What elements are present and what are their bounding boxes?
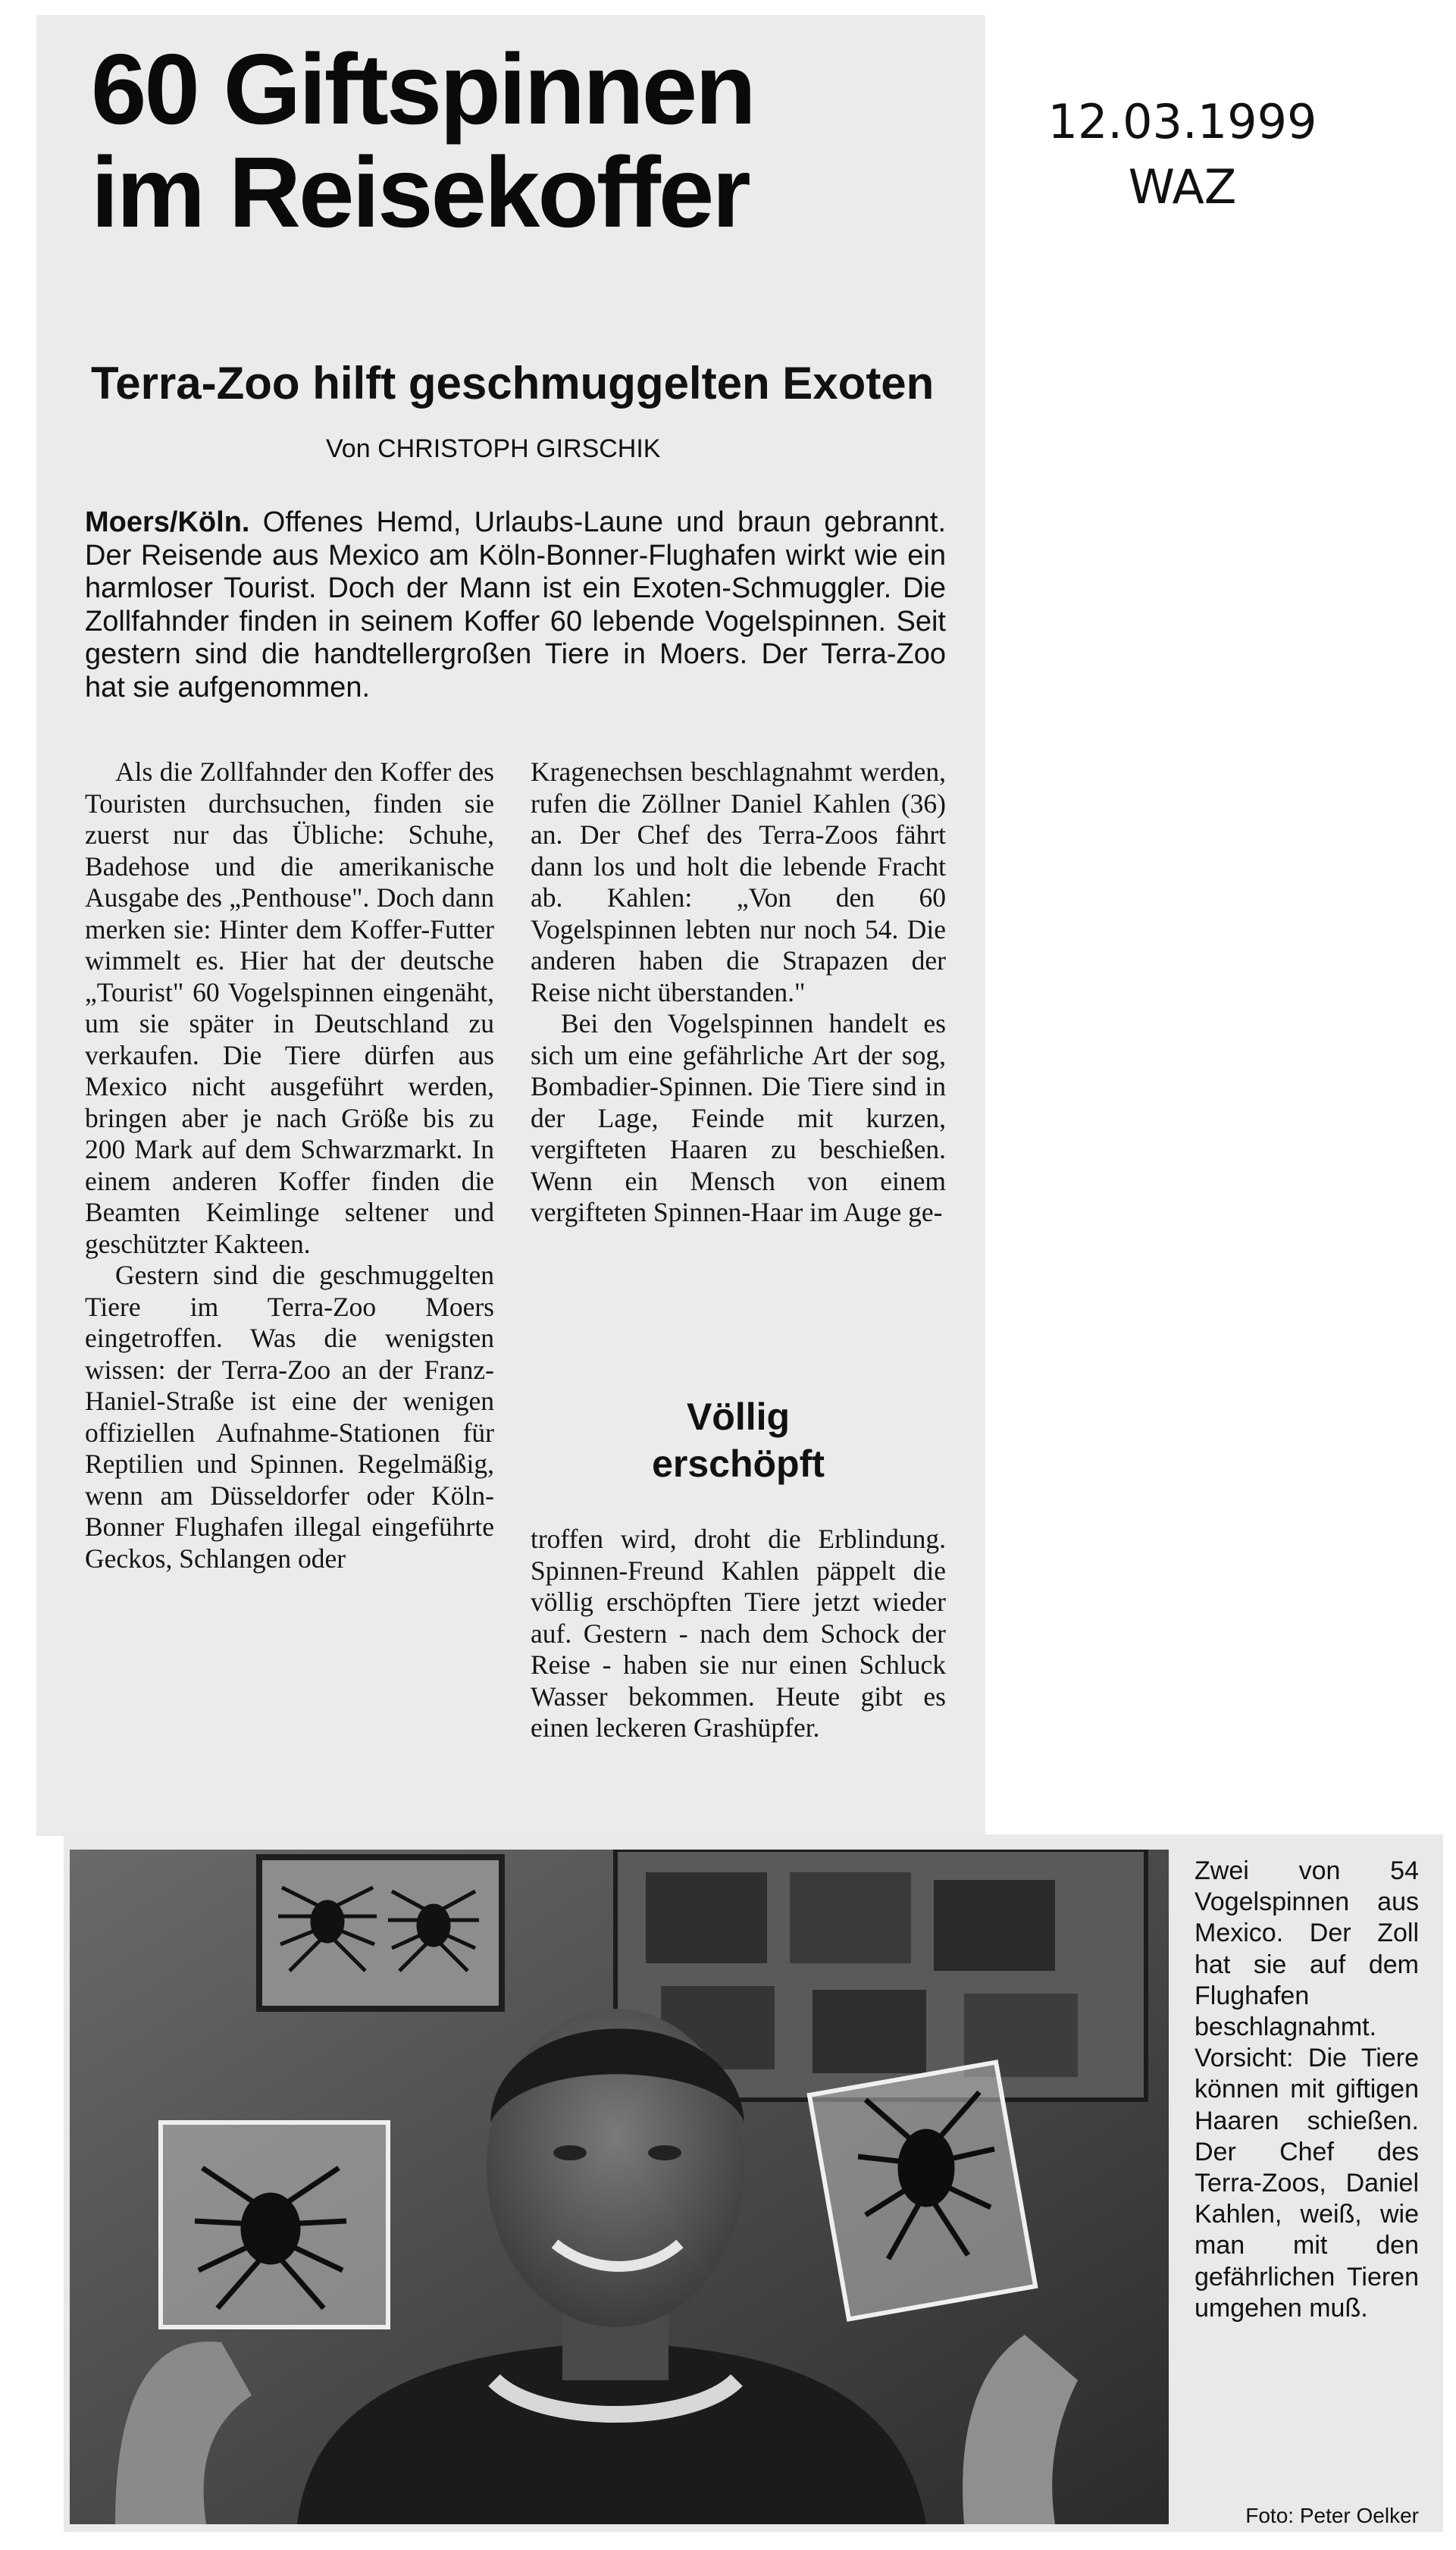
subheadline: Terra-Zoo hilft geschmuggelten Exoten: [91, 358, 935, 409]
lead-paragraph: [85, 506, 946, 704]
photo-caption: Zwei von 54 Vogelspinnen aus Mexico. Der Zoll hat sie auf dem Flughafen beschlagnahmt. Vorsicht: Die Tiere können mit giftigen Haaren schießen. Der Chef des Terra-Zoos, Daniel Kahlen, weiß, wie man mit den gefährlichen Tieren umgehen muß.: [1195, 1856, 1419, 2323]
paragraph: Bei den Vogelspinnen handelt es sich um eine gefährliche Art der sog, Bombadier-Spinnen. Die Tiere sind in der Lage, Feinde mit kurzen, vergifteten Haaren zu beschießen. Wenn ein Mensch von einem vergifteten Spinnen-Haar im Auge ge-: [531, 1008, 946, 1227]
photo-illustration: [70, 1850, 1169, 2524]
crosshead: [531, 1393, 946, 1487]
byline: Von CHRISTOPH GIRSCHIK: [326, 434, 661, 463]
lead-dateline: Moers/Köln.: [85, 506, 250, 538]
article-column-1: [85, 757, 494, 1574]
article-column-2-top: [531, 757, 946, 1229]
source-note: [1000, 89, 1364, 220]
source-publication: WAZ: [1128, 159, 1237, 215]
source-date: 12.03.1999: [1047, 94, 1317, 149]
crosshead-line-1: Völlig: [686, 1396, 791, 1438]
wall-frame-spiders: [259, 1857, 502, 2009]
paragraph: Gestern sind die geschmuggelten Tiere im Terra-Zoo Moers eingetroffen. Was die wenigsten wissen: der Terra-Zoo an der Franz-Haniel-Straße ist eine der wenigen offiziellen Aufnahme-Stationen für Reptilien und Spinnen. Regelmäßig, wenn am Düsseldorfer oder Köln-Bonner Flughafen illegal eingeführte Geckos, Schlangen oder: [85, 1260, 494, 1574]
paragraph: Als die Zollfahnder den Koffer des Touristen durchsuchen, finden sie zuerst nur das Übliche: Schuhe, Badehose und die amerikanische Ausgabe des „Penthouse". Doch dann merken sie: Hinter dem Koffer-Futter wimmelt es. Hier hat der deutsche „Tourist" 60 Vogelspinnen eingenäht, um sie später in Deutschland zu verkaufen. Die Tiere dürfen aus Mexico nicht ausgeführt werden, bringen aber je nach Größe bis zu 200 Mark auf dem Schwarzmarkt. In einem anderen Koffer finden die Beamten Keimlinge seltener und geschützter Kakteen.: [85, 757, 494, 1259]
headline-line-2: im Reisekoffer: [91, 136, 749, 248]
article-column-2-bottom: [531, 1524, 946, 1744]
paragraph: Kragenechsen beschlagnahmt werden, rufen die Zöllner Daniel Kahlen (36) an. Der Chef des Terra-Zoos fährt dann los und holt die lebende Fracht ab. Kahlen: „Von den 60 Vogelspinnen lebten nur noch 54. Die anderen haben die Strapazen der Reise nicht überstanden.": [531, 757, 946, 1007]
headline: [91, 33, 940, 248]
lead-text: Offenes Hemd, Urlaubs-Laune und braun gebrannt. Der Reisende aus Mexico am Köln-Bonner-Flughafen wirkt wie ein harmloser Tourist. Doch der Mann ist ein Exoten-Schmuggler. Die Zollfahnder finden in seinem Koffer 60 lebende Vogelspinnen. Seit gestern sind die handtellergroßen Tiere in Moers. Der Terra-Zoo hat sie aufgenommen.: [85, 506, 947, 703]
headline-line-1: 60 Giftspinnen: [91, 33, 754, 145]
photo-credit: Foto: Peter Oelker: [1245, 2504, 1419, 2527]
paragraph: troffen wird, droht die Erblindung. Spinnen-Freund Kahlen päppelt die völlig erschöpften Tiere jetzt wieder auf. Gestern - nach dem Schock der Reise - haben sie nur einen Schluck Wasser bekommen. Heute gibt es einen leckeren Grashüpfer.: [531, 1524, 946, 1743]
crosshead-line-2: erschöpft: [652, 1443, 825, 1485]
news-photo: [70, 1850, 1169, 2524]
